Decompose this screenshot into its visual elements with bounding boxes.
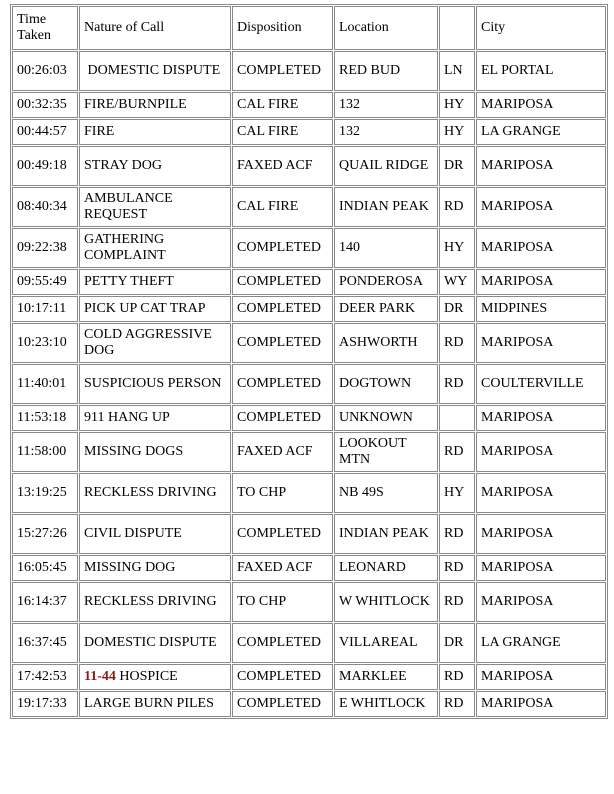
disposition-cell: TO CHP	[232, 582, 333, 622]
table-row	[12, 473, 606, 513]
location-cell: INDIAN PEAK	[334, 514, 438, 554]
time-cell: 19:17:33	[12, 691, 78, 717]
time-cell: 11:58:00	[12, 432, 78, 472]
location-cell: UNKNOWN	[334, 405, 438, 431]
disposition-cell: COMPLETED	[232, 364, 333, 404]
city-cell: EL PORTAL	[476, 51, 606, 91]
nature-cell	[79, 405, 231, 431]
disposition-cell: TO CHP	[232, 473, 333, 513]
nature-cell	[79, 269, 231, 295]
nature-text: DOMESTIC DISPUTE	[84, 63, 221, 78]
location-cell: VILLAREAL	[334, 623, 438, 663]
header-suffix	[439, 6, 475, 50]
suffix-cell: WY	[439, 269, 475, 295]
suffix-cell: RD	[439, 364, 475, 404]
location-cell: DOGTOWN	[334, 364, 438, 404]
nature-text: FIRE/BURNPILE	[84, 97, 187, 112]
suffix-cell: LN	[439, 51, 475, 91]
suffix-cell: RD	[439, 187, 475, 227]
nature-cell	[79, 364, 231, 404]
suffix-cell: RD	[439, 664, 475, 690]
location-cell: E WHITLOCK	[334, 691, 438, 717]
city-cell: MARIPOSA	[476, 473, 606, 513]
nature-text: 911 HANG UP	[84, 410, 170, 425]
nature-text: COLD AGGRESSIVE DOG	[84, 327, 216, 358]
location-cell: W WHITLOCK	[334, 582, 438, 622]
location-cell: INDIAN PEAK	[334, 187, 438, 227]
table-row	[12, 664, 606, 690]
disposition-cell: COMPLETED	[232, 514, 333, 554]
table-row	[12, 582, 606, 622]
disposition-cell: COMPLETED	[232, 691, 333, 717]
table-row	[12, 187, 606, 227]
location-cell: 132	[334, 119, 438, 145]
disposition-cell: CAL FIRE	[232, 92, 333, 118]
nature-text: RECKLESS DRIVING	[84, 485, 217, 500]
nature-cell	[79, 187, 231, 227]
nature-cell	[79, 92, 231, 118]
suffix-cell: RD	[439, 323, 475, 363]
suffix-cell: DR	[439, 146, 475, 186]
time-cell: 00:49:18	[12, 146, 78, 186]
disposition-cell: FAXED ACF	[232, 146, 333, 186]
table-row	[12, 92, 606, 118]
nature-cell	[79, 623, 231, 663]
nature-text: FIRE	[84, 124, 115, 139]
disposition-cell: CAL FIRE	[232, 119, 333, 145]
location-cell: ASHWORTH	[334, 323, 438, 363]
nature-text: GATHERING COMPLAINT	[84, 232, 168, 263]
suffix-cell: HY	[439, 473, 475, 513]
table-row	[12, 364, 606, 404]
table-row	[12, 323, 606, 363]
call-log-table	[10, 4, 608, 719]
location-cell: 132	[334, 92, 438, 118]
disposition-cell: COMPLETED	[232, 51, 333, 91]
city-cell: LA GRANGE	[476, 119, 606, 145]
table-row	[12, 514, 606, 554]
nature-cell	[79, 473, 231, 513]
time-cell: 11:53:18	[12, 405, 78, 431]
suffix-cell	[439, 405, 475, 431]
header-time: Time Taken	[12, 6, 78, 50]
disposition-cell: FAXED ACF	[232, 555, 333, 581]
city-cell: MARIPOSA	[476, 228, 606, 268]
nature-text: PICK UP CAT TRAP	[84, 301, 206, 316]
header-row	[12, 6, 606, 50]
nature-cell	[79, 691, 231, 717]
nature-cell	[79, 51, 231, 91]
time-cell: 16:14:37	[12, 582, 78, 622]
nature-cell	[79, 432, 231, 472]
suffix-cell: RD	[439, 555, 475, 581]
location-cell: RED BUD	[334, 51, 438, 91]
suffix-cell: RD	[439, 582, 475, 622]
city-cell: MARIPOSA	[476, 405, 606, 431]
nature-text: HOSPICE	[115, 669, 178, 684]
nature-text: CIVIL DISPUTE	[84, 526, 182, 541]
header-nature: Nature of Call	[79, 6, 231, 50]
table-row	[12, 119, 606, 145]
time-cell: 11:40:01	[12, 364, 78, 404]
location-cell: 140	[334, 228, 438, 268]
time-cell: 13:19:25	[12, 473, 78, 513]
time-cell: 09:22:38	[12, 228, 78, 268]
header-city: City	[476, 6, 606, 50]
nature-cell	[79, 228, 231, 268]
nature-cell	[79, 514, 231, 554]
location-cell: NB 49S	[334, 473, 438, 513]
time-cell: 16:05:45	[12, 555, 78, 581]
nature-text: MISSING DOG	[84, 560, 176, 575]
time-cell: 10:17:11	[12, 296, 78, 322]
nature-cell	[79, 582, 231, 622]
location-cell: MARKLEE	[334, 664, 438, 690]
city-cell: MARIPOSA	[476, 269, 606, 295]
suffix-cell: RD	[439, 432, 475, 472]
table-row	[12, 228, 606, 268]
time-cell: 00:44:57	[12, 119, 78, 145]
nature-cell	[79, 119, 231, 145]
header-disposition: Disposition	[232, 6, 333, 50]
location-cell: LOOKOUT MTN	[334, 432, 438, 472]
city-cell: MARIPOSA	[476, 323, 606, 363]
nature-text: RECKLESS DRIVING	[84, 594, 217, 609]
suffix-cell: HY	[439, 119, 475, 145]
location-cell: DEER PARK	[334, 296, 438, 322]
nature-cell	[79, 323, 231, 363]
time-cell: 15:27:26	[12, 514, 78, 554]
disposition-cell: COMPLETED	[232, 228, 333, 268]
table-row	[12, 51, 606, 91]
city-cell: MARIPOSA	[476, 691, 606, 717]
suffix-cell: RD	[439, 691, 475, 717]
nature-text: DOMESTIC DISPUTE	[84, 635, 217, 650]
city-cell: MARIPOSA	[476, 664, 606, 690]
table-row	[12, 269, 606, 295]
suffix-cell: DR	[439, 296, 475, 322]
suffix-cell: HY	[439, 92, 475, 118]
disposition-cell: CAL FIRE	[232, 187, 333, 227]
suffix-cell: RD	[439, 514, 475, 554]
nature-cell	[79, 146, 231, 186]
nature-cell	[79, 664, 231, 690]
nature-cell	[79, 296, 231, 322]
city-cell: MARIPOSA	[476, 187, 606, 227]
disposition-cell: FAXED ACF	[232, 432, 333, 472]
nature-text: PETTY THEFT	[84, 274, 174, 289]
table-row	[12, 623, 606, 663]
table-row	[12, 555, 606, 581]
table-row	[12, 405, 606, 431]
disposition-cell: COMPLETED	[232, 296, 333, 322]
suffix-cell: HY	[439, 228, 475, 268]
city-cell: MIDPINES	[476, 296, 606, 322]
city-cell: LA GRANGE	[476, 623, 606, 663]
table-row	[12, 146, 606, 186]
call-code: 11-44	[84, 669, 116, 684]
city-cell: MARIPOSA	[476, 582, 606, 622]
time-cell: 00:26:03	[12, 51, 78, 91]
location-cell: QUAIL RIDGE	[334, 146, 438, 186]
city-cell: MARIPOSA	[476, 432, 606, 472]
city-cell: MARIPOSA	[476, 92, 606, 118]
time-cell: 09:55:49	[12, 269, 78, 295]
disposition-cell: COMPLETED	[232, 269, 333, 295]
header-location: Location	[334, 6, 438, 50]
disposition-cell: COMPLETED	[232, 623, 333, 663]
nature-text: MISSING DOGS	[84, 444, 184, 459]
nature-text: LARGE BURN PILES	[84, 696, 214, 711]
time-cell: 16:37:45	[12, 623, 78, 663]
city-cell: COULTERVILLE	[476, 364, 606, 404]
time-cell: 08:40:34	[12, 187, 78, 227]
time-cell: 10:23:10	[12, 323, 78, 363]
table-row	[12, 432, 606, 472]
city-cell: MARIPOSA	[476, 146, 606, 186]
time-cell: 17:42:53	[12, 664, 78, 690]
nature-text: AMBULANCE REQUEST	[84, 191, 177, 222]
disposition-cell: COMPLETED	[232, 323, 333, 363]
suffix-cell: DR	[439, 623, 475, 663]
time-cell: 00:32:35	[12, 92, 78, 118]
nature-text: SUSPICIOUS PERSON	[84, 376, 222, 391]
disposition-cell: COMPLETED	[232, 664, 333, 690]
city-cell: MARIPOSA	[476, 514, 606, 554]
city-cell: MARIPOSA	[476, 555, 606, 581]
nature-text: STRAY DOG	[84, 158, 162, 173]
location-cell: LEONARD	[334, 555, 438, 581]
disposition-cell: COMPLETED	[232, 405, 333, 431]
table-row	[12, 296, 606, 322]
location-cell: PONDEROSA	[334, 269, 438, 295]
table-row	[12, 691, 606, 717]
nature-cell	[79, 555, 231, 581]
